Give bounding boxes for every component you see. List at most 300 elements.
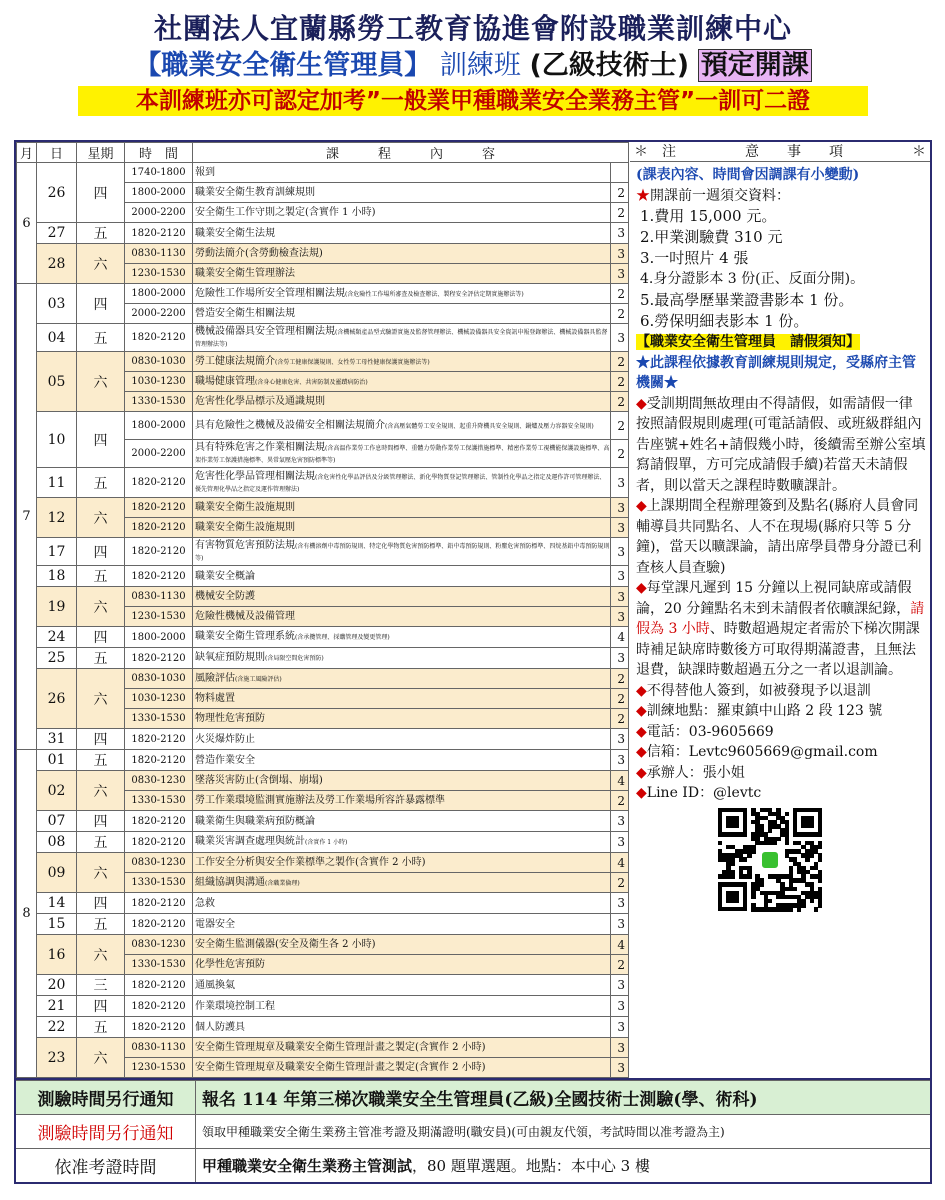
table-header — [17, 143, 629, 163]
course-cell — [193, 372, 611, 392]
course-note: (含局限空間危害預防) — [265, 655, 324, 662]
hours-cell: 3 — [611, 893, 629, 914]
day-cell: 15 — [37, 914, 77, 935]
day-cell: 16 — [37, 935, 77, 975]
weekday-cell: 六 — [77, 244, 125, 284]
col-day: 日 — [37, 143, 77, 163]
course-cell — [193, 538, 611, 566]
course-title: 職業安全衛生設施規則 — [195, 522, 295, 533]
day-cell: 26 — [37, 669, 77, 729]
fee-item-3: 3.一吋照片 4 張 — [640, 249, 749, 267]
course-cell — [193, 324, 611, 352]
time-cell: 0830-1130 — [125, 244, 193, 264]
hours-cell: 2 — [611, 669, 629, 689]
diamond-icon: ◆ — [636, 395, 647, 412]
course-cell — [193, 893, 611, 914]
course-title: 職業安全衛生法規 — [195, 227, 275, 239]
day-cell: 10 — [37, 412, 77, 468]
table-row — [17, 996, 629, 1017]
exam-row-3 — [16, 1148, 930, 1182]
day-cell: 28 — [37, 244, 77, 284]
table-row — [17, 1038, 629, 1058]
line-id: ◆Line ID：@levtc — [636, 785, 762, 801]
course-cell — [193, 284, 611, 304]
course-type: 訓練班 — [439, 50, 521, 81]
exam-row-1 — [16, 1080, 930, 1114]
notes-header-mid: 意 事 項 — [745, 144, 843, 160]
hours-cell: 2 — [611, 203, 629, 223]
hours-cell: 3 — [611, 538, 629, 566]
hours-cell: 2 — [611, 412, 629, 440]
col-month: 月 — [17, 143, 37, 163]
day-cell: 27 — [37, 223, 77, 244]
course-note: (含職業倫理) — [265, 879, 300, 887]
course-cell — [193, 392, 611, 412]
course-cell — [193, 689, 611, 709]
course-cell — [193, 412, 611, 440]
course-cell — [193, 627, 611, 648]
weekday-cell: 五 — [77, 324, 125, 352]
day-cell: 31 — [37, 729, 77, 750]
day-cell: 18 — [37, 566, 77, 587]
time-cell: 1820-2120 — [125, 893, 193, 914]
course-note: (含有機溶劑中毒預防規則、特定化學物質危害預防標準、鉛中毒預防規則、粉塵危害預防標準、四烷基鉛中毒預防規則等) — [195, 542, 610, 562]
course-title: 營造安全衛生相關法規 — [195, 308, 295, 319]
course-title: 職業安全概論 — [195, 570, 255, 582]
exam-info — [14, 1080, 932, 1184]
course-level: (乙級技術士) — [529, 50, 690, 81]
weekday-cell: 四 — [77, 412, 125, 468]
time-cell: 1820-2120 — [125, 750, 193, 771]
org-title: 社團法人宜蘭縣勞工教育協進會附設職業訓練中心 — [153, 12, 792, 45]
hours-cell: 3 — [611, 975, 629, 996]
course-title: 勞動法簡介(含勞動檢查法規) — [195, 248, 323, 259]
course-title: 職業災害調查處理與統計 — [195, 836, 305, 847]
table-row — [17, 244, 629, 264]
diamond-icon: ◆ — [636, 744, 647, 760]
hours-cell: 3 — [611, 832, 629, 853]
weekday-cell: 六 — [77, 1038, 125, 1078]
course-cell — [193, 873, 611, 893]
time-cell: 0830-1130 — [125, 587, 193, 607]
hours-cell: 2 — [611, 352, 629, 372]
day-cell: 21 — [37, 996, 77, 1017]
time-cell: 1820-2120 — [125, 324, 193, 352]
course-title: 安全衛生管理規章及職業安全衛生管理計畫之製定(含實作 2 小時) — [195, 1042, 486, 1053]
table-row — [17, 468, 629, 498]
schedule-change-note: (課表內容、時間會因調課有小變動) — [636, 167, 860, 183]
course-cell — [193, 1017, 611, 1038]
hours-cell: 3 — [611, 1038, 629, 1058]
course-cell — [193, 709, 611, 729]
course-note: (含身心健康危害、共害防制及靈蹟病防治) — [255, 378, 368, 386]
table-row — [17, 352, 629, 372]
day-cell: 04 — [37, 324, 77, 352]
note-paragraph-2: ◆上課期間全程辦理簽到及點名(縣府人員會同輔導員共同點名、人不在現場(縣府只等 5 分鐘)，當天以曠課論，請出席學員帶身分證已利查核人員查驗) — [636, 498, 922, 576]
table-row — [17, 587, 629, 607]
table-row — [17, 729, 629, 750]
fee-item-2: 2.甲業測驗費 310 元 — [640, 228, 783, 246]
hours-cell: 3 — [611, 811, 629, 832]
course-cell — [193, 1038, 611, 1058]
course-cell — [193, 832, 611, 853]
course-title: 作業環境控制工程 — [195, 1000, 275, 1012]
weekday-cell: 四 — [77, 538, 125, 566]
course-cell — [193, 566, 611, 587]
course-title: 墜落災害防止(含倒塌、崩塌) — [195, 775, 323, 786]
hours-cell: 3 — [611, 223, 629, 244]
notes-header-right: ＊ — [912, 144, 926, 160]
hours-cell: 3 — [611, 498, 629, 518]
course-title: 機械安全防護 — [195, 591, 255, 602]
hours-cell — [611, 163, 629, 183]
table-row — [17, 811, 629, 832]
hours-cell: 3 — [611, 914, 629, 935]
notes-header-left: ＊ 注 — [634, 144, 676, 160]
course-cell — [193, 955, 611, 975]
weekday-cell: 六 — [77, 352, 125, 412]
table-row — [17, 223, 629, 244]
weekday-cell: 四 — [77, 627, 125, 648]
course-title — [14, 48, 932, 84]
hours-cell: 3 — [611, 468, 629, 498]
course-cell — [193, 304, 611, 324]
course-cell — [193, 791, 611, 811]
time-cell: 2000-2200 — [125, 304, 193, 324]
course-cell — [193, 518, 611, 538]
course-cell — [193, 811, 611, 832]
time-cell: 1820-2120 — [125, 223, 193, 244]
weekday-cell: 四 — [77, 811, 125, 832]
hours-cell: 2 — [611, 709, 629, 729]
exam-row-2 — [16, 1114, 930, 1148]
course-cell — [193, 468, 611, 498]
course-title: 危險性機械及設備管理 — [195, 611, 295, 622]
course-cell — [193, 440, 611, 468]
course-cell — [193, 163, 611, 183]
course-title: 職業安全衛生管理系統 — [195, 631, 295, 642]
note-paragraph-1: ◆受訓期間無故理由不得請假，如需請假一律按照請假規則處理(可電話請假、或班級群組內告座號+姓名+請假幾小時，後續需至辦公室填寫請假單，方可完成請假手續)若當天未請假者，則以當天之課程時數曠課計。 — [636, 395, 926, 494]
time-cell: 1330-1530 — [125, 791, 193, 811]
exam-text-1: 報名 114 年第三梯次職業安全生管理員(乙級)全國技術士測驗(學、術科) — [202, 1090, 758, 1110]
qr-code[interactable] — [718, 808, 822, 912]
email[interactable]: ◆信箱：Levtc9605669@gmail.com — [636, 744, 878, 760]
course-cell — [193, 223, 611, 244]
time-cell: 1820-2120 — [125, 648, 193, 669]
time-cell: 2000-2200 — [125, 440, 193, 468]
notes-panel — [630, 142, 930, 1078]
table-row — [17, 750, 629, 771]
diamond-icon: ◆ — [636, 723, 647, 740]
contact-person: ◆承辦人：張小姐 — [636, 764, 745, 781]
time-cell: 1820-2120 — [125, 914, 193, 935]
time-cell: 1800-2000 — [125, 412, 193, 440]
diamond-icon: ◆ — [636, 703, 647, 719]
course-note: (含施工風險評估) — [235, 675, 282, 683]
time-cell: 1230-1530 — [125, 264, 193, 284]
exam-text-2: 領取甲種職業安全衛生業務主管准考證及期滿證明(職安員)(可由親友代領，考試時間以准考證為主) — [202, 1125, 725, 1139]
table-row — [17, 914, 629, 935]
hours-cell: 3 — [611, 244, 629, 264]
day-cell: 19 — [37, 587, 77, 627]
course-title: 營造作業安全 — [195, 754, 255, 766]
day-cell: 22 — [37, 1017, 77, 1038]
day-cell: 11 — [37, 468, 77, 498]
time-cell: 1330-1530 — [125, 392, 193, 412]
time-cell: 0830-1030 — [125, 669, 193, 689]
table-row — [17, 284, 629, 304]
course-title: 火災爆炸防止 — [195, 733, 255, 745]
course-title: 組織協調與溝通 — [195, 876, 265, 888]
time-cell: 0830-1230 — [125, 853, 193, 873]
weekday-cell: 五 — [77, 1017, 125, 1038]
rule-title: ★此課程依據教育訓練規則規定，受縣府主管機關★ — [636, 354, 916, 391]
course-note: (含承攬管理、採購管理及變更管理) — [295, 634, 390, 641]
hours-cell: 2 — [611, 955, 629, 975]
weekday-cell: 五 — [77, 832, 125, 853]
table-row — [17, 163, 629, 183]
exam-text-3: 甲種職業安全衛生業務主管測試 ，80 題單選題。地點：本中心 3 樓 — [202, 1157, 650, 1175]
weekday-cell: 六 — [77, 771, 125, 811]
time-cell: 1820-2120 — [125, 832, 193, 853]
course-cell — [193, 669, 611, 689]
weekday-cell: 五 — [77, 223, 125, 244]
weekday-cell: 四 — [77, 284, 125, 324]
time-cell: 0830-1230 — [125, 935, 193, 955]
hours-cell: 3 — [611, 996, 629, 1017]
day-cell: 14 — [37, 893, 77, 914]
weekday-cell: 五 — [77, 914, 125, 935]
course-title: 勞工作業環境監測實施辦法及勞工作業場所容許暴露標準 — [195, 795, 445, 806]
hours-cell: 2 — [611, 392, 629, 412]
course-title: 個人防護具 — [195, 1021, 245, 1033]
day-cell: 05 — [37, 352, 77, 412]
course-note: (含高溫作業勞工作息時間標準、重體力勞動作業勞工保護措施標準、精密作業勞工視機能保護設施標準、高架作業勞工保護措施標準、異常氣壓危害預防標準等) — [195, 444, 610, 464]
hours-cell: 3 — [611, 648, 629, 669]
course-title: 報到 — [195, 167, 215, 178]
hours-cell: 3 — [611, 607, 629, 627]
time-cell: 1330-1530 — [125, 955, 193, 975]
course-title: 職業安全衛生設施規則 — [195, 502, 295, 513]
weekday-cell: 五 — [77, 566, 125, 587]
course-title: 具有危險性之機械及設備安全相關法規簡介 — [195, 419, 385, 431]
hours-cell: 2 — [611, 183, 629, 203]
course-title: 物理性危害預防 — [195, 713, 265, 724]
time-cell: 1740-1800 — [125, 163, 193, 183]
time-cell: 1820-2120 — [125, 566, 193, 587]
course-cell — [193, 996, 611, 1017]
day-cell: 20 — [37, 975, 77, 996]
line-logo-icon — [760, 850, 780, 870]
table-row — [17, 853, 629, 873]
schedule-table — [16, 142, 629, 1078]
course-title: 安全衛生工作守則之製定(含實作 1 小時) — [195, 207, 376, 218]
hours-cell: 3 — [611, 1058, 629, 1078]
course-cell — [193, 1058, 611, 1078]
address: ◆訓練地點：羅東鎮中山路 2 段 123 號 — [636, 703, 883, 719]
course-title: 物料處置 — [195, 693, 235, 704]
promo-banner: 本訓練班亦可認定加考”一般業甲種職業安全業務主管”一訓可二證 — [78, 86, 868, 116]
course-cell — [193, 264, 611, 284]
course-title: 危險性工作場所安全管理相關法規 — [195, 287, 345, 299]
diamond-icon: ◆ — [636, 785, 647, 801]
table-row — [17, 498, 629, 518]
table-row — [17, 648, 629, 669]
weekday-cell: 六 — [77, 587, 125, 627]
weekday-cell: 五 — [77, 468, 125, 498]
schedule-box — [14, 140, 932, 1080]
course-note: (含危害性化學品評估及分級管理辦法、新化學物質登記管理辦法、管制性化學品之指定及運作許可管理辦法、優先管理化學品之指定及運作管理辦法) — [195, 473, 606, 493]
time-cell: 1800-2000 — [125, 284, 193, 304]
time-cell: 1230-1530 — [125, 1058, 193, 1078]
time-cell: 1800-2000 — [125, 183, 193, 203]
fee-item-1: 1.費用 15,000 元。 — [640, 207, 777, 225]
time-cell: 1030-1230 — [125, 372, 193, 392]
schedule-badge: 預定開課 — [698, 49, 812, 82]
course-title: 職場健康管理 — [195, 375, 255, 387]
course-title: 急救 — [195, 897, 215, 909]
course-title: 具有特殊危害之作業相關法規 — [195, 441, 325, 453]
leave-title: 【職業安全衛生管理員 請假須知】 — [636, 334, 860, 350]
flyer — [14, 6, 932, 1194]
fee-item-4: 4.身分證影本 3 份(正、反面分開)。 — [640, 271, 865, 287]
time-cell: 1330-1530 — [125, 873, 193, 893]
phone: ◆電話：03-9605669 — [636, 723, 774, 740]
course-title: 化學性危害預防 — [195, 959, 265, 970]
table-row — [17, 935, 629, 955]
course-note: (含勞工健康保護規則、女性勞工母性健康保護實施辦法等) — [275, 358, 430, 366]
weekday-cell: 四 — [77, 163, 125, 223]
fee-item-5: 5.最高學歷畢業證書影本 1 份。 — [640, 291, 854, 309]
course-cell — [193, 648, 611, 669]
hours-cell: 3 — [611, 750, 629, 771]
day-cell: 23 — [37, 1038, 77, 1078]
course-note: (含危險性工作場所審查及檢查辦法、製程安全評估定期實施辦法等) — [345, 290, 524, 298]
table-row — [17, 975, 629, 996]
day-cell: 09 — [37, 853, 77, 893]
hours-cell: 2 — [611, 873, 629, 893]
exam-label-2: 測驗時間另行通知 — [16, 1115, 196, 1148]
time-cell: 2000-2200 — [125, 203, 193, 223]
hours-cell: 3 — [611, 324, 629, 352]
hours-cell: 4 — [611, 853, 629, 873]
table-row — [17, 627, 629, 648]
hours-cell: 2 — [611, 304, 629, 324]
course-cell — [193, 853, 611, 873]
table-row — [17, 1017, 629, 1038]
note-paragraph-3: ◆每堂課凡遲到 15 分鐘以上視同缺席或請假論，20 分鐘點名未到未請假者依曠課紀錄，請假為 3 小時、時數超過規定者需於下梯次開課時補足缺席時數後方可取得期滿證書，且無法退費，缺課時數超過五分之一者以退訓論。 — [636, 580, 925, 678]
table-row — [17, 669, 629, 689]
note-paragraph-4: ◆不得替他人簽到，如被發現予以退訓 — [636, 682, 871, 699]
time-cell: 1820-2120 — [125, 996, 193, 1017]
star-icon: ★ — [664, 375, 678, 391]
exam-label-3: 依准考證時間 — [16, 1149, 196, 1182]
col-weekday: 星期 — [77, 143, 125, 163]
table-row — [17, 412, 629, 440]
time-cell: 0830-1030 — [125, 352, 193, 372]
col-content: 課 程 內 容 — [193, 143, 629, 163]
day-cell: 24 — [37, 627, 77, 648]
course-title: 職業安全衛生教育訓練規則 — [195, 187, 315, 198]
time-cell: 1820-2120 — [125, 975, 193, 996]
weekday-cell: 四 — [77, 893, 125, 914]
course-title: 電器安全 — [195, 918, 235, 930]
star-icon: ★ — [636, 354, 650, 371]
hours-cell: 3 — [611, 518, 629, 538]
month-cell: 8 — [17, 750, 37, 1078]
time-cell: 1820-2120 — [125, 1017, 193, 1038]
time-cell: 1820-2120 — [125, 518, 193, 538]
course-cell — [193, 203, 611, 223]
time-cell: 1820-2120 — [125, 811, 193, 832]
weekday-cell: 三 — [77, 975, 125, 996]
course-cell — [193, 750, 611, 771]
course-title: 職業安全衛生管理辦法 — [195, 268, 295, 279]
course-cell — [193, 729, 611, 750]
course-title: 勞工健康法規簡介 — [195, 355, 275, 367]
course-note: (含高壓氣體勞工安全規則、起重升降機具安全規則、鍋爐及壓力容器安全規則) — [385, 422, 594, 430]
diamond-icon: ◆ — [636, 498, 647, 514]
course-title: 危害性化學品標示及通識規則 — [195, 396, 325, 407]
weekday-cell: 六 — [77, 498, 125, 538]
hours-cell: 3 — [611, 587, 629, 607]
course-title: 通風換氣 — [195, 979, 235, 991]
hours-cell: 3 — [611, 264, 629, 284]
hours-cell: 2 — [611, 372, 629, 392]
hours-cell: 4 — [611, 627, 629, 648]
course-cell — [193, 183, 611, 203]
course-cell — [193, 935, 611, 955]
day-cell: 25 — [37, 648, 77, 669]
table-row — [17, 771, 629, 791]
hours-cell: 3 — [611, 566, 629, 587]
hours-cell: 2 — [611, 440, 629, 468]
col-time: 時 間 — [125, 143, 193, 163]
weekday-cell: 六 — [77, 853, 125, 893]
course-cell — [193, 498, 611, 518]
star-icon: ★ — [636, 187, 650, 204]
day-cell: 12 — [37, 498, 77, 538]
time-cell: 1230-1530 — [125, 607, 193, 627]
day-cell: 26 — [37, 163, 77, 223]
hours-cell: 2 — [611, 791, 629, 811]
notes-header — [630, 142, 930, 162]
diamond-icon: ◆ — [636, 764, 647, 781]
time-cell: 1820-2120 — [125, 498, 193, 518]
table-row — [17, 893, 629, 914]
table-row — [17, 566, 629, 587]
fee-item-6: 6.勞保明細表影本 1 份。 — [640, 312, 809, 330]
month-cell: 6 — [17, 163, 37, 284]
time-cell: 1820-2120 — [125, 729, 193, 750]
hours-cell: 3 — [611, 729, 629, 750]
table-row — [17, 538, 629, 566]
time-cell: 1030-1230 — [125, 689, 193, 709]
course-cell — [193, 607, 611, 627]
hours-cell: 4 — [611, 771, 629, 791]
day-cell: 02 — [37, 771, 77, 811]
course-title: 有害物質危害預防法規 — [195, 539, 295, 551]
hours-cell: 2 — [611, 284, 629, 304]
course-title: 機械設備器具安全管理相關法規 — [195, 325, 335, 337]
course-cell — [193, 914, 611, 935]
time-cell: 0830-1130 — [125, 1038, 193, 1058]
weekday-cell: 四 — [77, 996, 125, 1017]
weekday-cell: 六 — [77, 935, 125, 975]
day-cell: 07 — [37, 811, 77, 832]
course-title: 安全衛生管理規章及職業安全衛生管理計畫之製定(含實作 2 小時) — [195, 1062, 486, 1073]
course-name: 【職業安全衛生管理員】 — [134, 50, 432, 81]
